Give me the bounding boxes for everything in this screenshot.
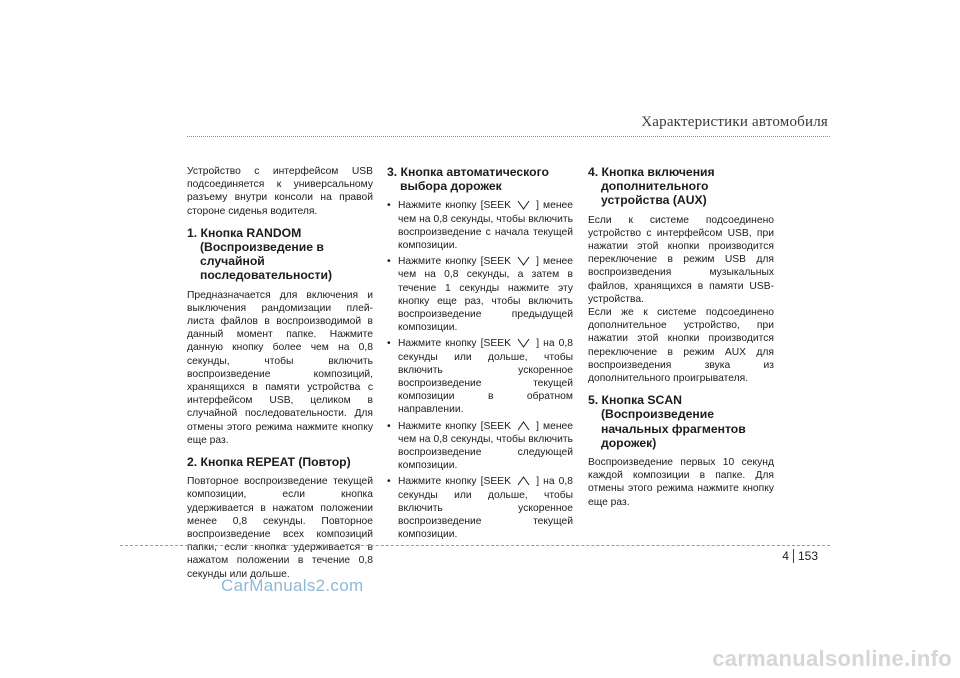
header-divider [187,136,830,138]
seek-button-heading: 3. Кнопка автоматического выбора дорожек [387,165,549,194]
random-button-paragraph: Предназначается для включения и выключения рандомизации плей-листа файлов в воспроизводимой в данный момент папке. Нажмите данную кнопку более чем на 0,8 секунды, чтобы включить воспроизведение композиций, хранящихся в памяти устройства с интерфейсом USB, целиком в случайной последовательности. Для отмены этого режима нажмите кнопку еще раз. [187,289,373,446]
seek-down-icon [517,256,530,266]
page-number [782,549,818,563]
seek-up-icon [517,476,530,486]
seek-down-icon [517,338,530,348]
repeat-button-paragraph: Повторное воспроизведение текущей композиции, если кнопка удерживается в нажатом положении менее 0,8 секунды. Повторное воспроизведение всех композиций папки, если кнопка удерживается в нажатом положении в течение 0,8 секунды или дольше. [187,476,373,580]
seek-up-icon [517,421,530,431]
footer-divider [120,545,830,547]
list-item: • Нажмите кнопку [SEEK ] на 0,8 секунды или дольше, чтобы включить ускоренное воспроизведение текущей композиции в обратном направлении. [387,337,573,416]
usb-intro-paragraph: Устройство с интерфейсом USB подсоединяется к универсальному разъему внутри консоли на правой стороне сиденья водителя. [187,166,373,217]
scan-button-heading: 5. Кнопка SCAN (Воспроизведение начальных фрагментов дорожек) [588,393,746,450]
random-button-heading: 1. Кнопка RANDOM (Воспроизведение в случайной последовательности) [187,225,332,283]
seek-down-icon [517,200,530,210]
page-number-value: 153 [797,549,818,563]
section-title: Характеристики автомобиля [641,114,828,130]
column-1 [187,165,373,589]
column-3 [588,165,774,517]
list-item: • Нажмите кнопку [SEEK ] менее чем на 0,8 секунды, а затем в течение 1 секунды нажмите эту кнопку еще раз, чтобы включить воспроизведение предыдущей композиции. [387,255,573,334]
watermark-carmanuals2: CarManuals2.com [221,576,364,595]
repeat-button-heading: 2. Кнопка REPEAT (Повтор) [187,455,351,470]
column-2 [387,165,573,544]
aux-button-heading: 4. Кнопка включения дополнительного устройства (AUX) [588,165,715,208]
list-item: • Нажмите кнопку [SEEK ] менее чем на 0,8 секунды, чтобы включить воспроизведение следующей композиции. [387,420,573,473]
aux-paragraph-usb: Если к системе подсоединено устройство с интерфейсом USB, при нажатии этой кнопки производится переключение в режим USB для воспроизведения музыкальных файлов, хранящихся в памяти USB-устройства. [588,214,774,305]
watermark-carmanualsonline: carmanualsonline.info [712,646,952,671]
seek-instructions-list [387,199,573,541]
list-item: • Нажмите кнопку [SEEK ] на 0,8 секунды или дольше, чтобы включить ускоренное воспроизведение текущей композиции. [387,475,573,541]
chapter-number: 4 [782,549,794,563]
list-item: • Нажмите кнопку [SEEK ] менее чем на 0,8 секунды, чтобы включить воспроизведение с начала текущей композиции. [387,199,573,252]
aux-paragraph-aux: Если же к системе подсоединено дополнительное устройство, при нажатии этой кнопки производится переключение в режим AUX для воспроизведения звука из дополнительного проигрывателя. [588,307,774,385]
scan-button-paragraph: Воспроизведение первых 10 секунд каждой композиции в папке. Для отмены этого режима нажмите кнопку еще раз. [588,457,774,508]
